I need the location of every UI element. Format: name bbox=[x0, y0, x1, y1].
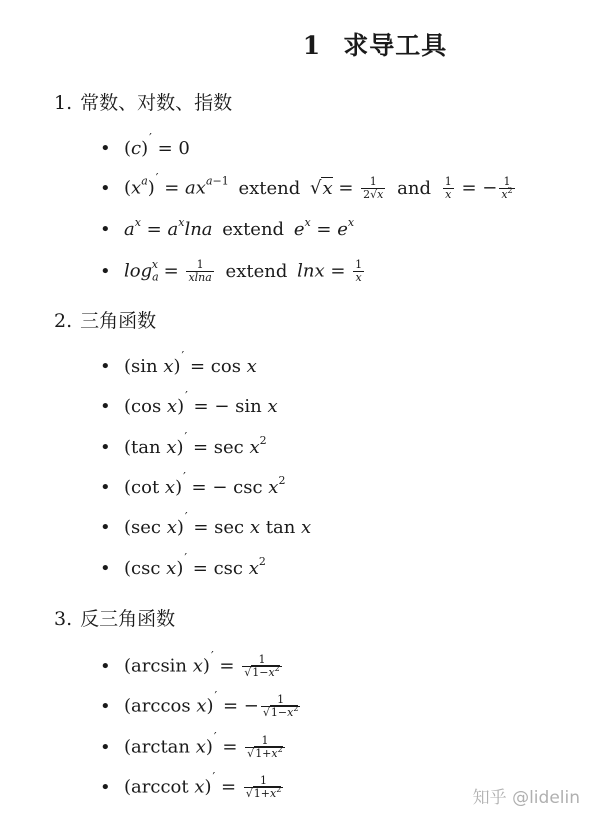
formula-cot: • (cot x)′ = − $\csc x^2$ bbox=[100, 470, 286, 498]
fraction: $\frac{1}{√1-x^2}$ bbox=[262, 693, 299, 719]
word-extend: extend bbox=[238, 177, 301, 199]
fraction: $\frac{1}{2√x}$ bbox=[363, 175, 384, 201]
formula-arctan: • (arctan x)′ = $\frac{1}{√1+x^2}$ bbox=[100, 729, 283, 760]
formula-arcsin: • (arcsin x)′ = $\frac{1}{√1-x^2}$ bbox=[100, 648, 280, 679]
section-heading-1: 1. 常数、对数、指数 bbox=[54, 92, 233, 114]
word-and: and bbox=[397, 177, 431, 199]
fraction: $\frac{1}{√1-x^2}$ bbox=[244, 653, 280, 679]
section-heading-3: 3. 反三角函数 bbox=[54, 608, 176, 630]
bullet-icon: • bbox=[100, 695, 111, 717]
fraction: $\frac{1}{√1+x^2}$ bbox=[245, 774, 282, 800]
bullet-icon: • bbox=[100, 517, 111, 538]
watermark: 知乎 @lidelin bbox=[472, 788, 580, 808]
bullet-icon: • bbox=[100, 558, 111, 579]
formula-arccos: • (arccos x)′ = − $\frac{1}{√1-x^2}$ bbox=[100, 688, 299, 719]
formula-exponential: • $a^x = a^x\ln a$ extend $e^x = e^x$ bbox=[100, 216, 355, 240]
formula-sin: • (sin x)′ = cos x bbox=[100, 349, 257, 377]
word-extend: extend bbox=[222, 219, 285, 240]
bullet-icon: • bbox=[100, 437, 111, 458]
fraction: $\frac{1}{xlna}$ bbox=[188, 258, 212, 284]
bullet-icon: • bbox=[100, 736, 111, 758]
bullet-icon: • bbox=[100, 776, 111, 798]
page-title bbox=[0, 26, 600, 62]
bullet-icon: • bbox=[100, 396, 111, 417]
fraction: $\frac{1}{x}$ bbox=[355, 258, 363, 284]
formula-csc: • (csc $x)' = \csc x^2$ bbox=[100, 551, 266, 579]
title-number: 1 bbox=[302, 31, 322, 60]
bullet-icon: • bbox=[100, 356, 111, 377]
formula-power: • $(x^a)' = ax^{a-1}$ extend √x = $\frac{1}{2√x}$ and $\frac{1}{x}$ = − $\frac{1}{x^2}$ bbox=[100, 170, 513, 201]
section-heading-2: 2. 三角函数 bbox=[54, 310, 157, 332]
formula-sec: • (sec x)′ = sec x tan x bbox=[100, 510, 312, 538]
bullet-icon: • bbox=[100, 138, 111, 159]
bullet-icon: • bbox=[100, 260, 111, 282]
title-text: 求导工具 bbox=[343, 31, 448, 60]
formula-cos: • (cos x)′ = − sin x bbox=[100, 389, 278, 417]
formula-logarithm: • $\log_a^x$ = $\frac{1}{xlna}$ extend lnx = $\frac{1}{x}$ bbox=[100, 257, 363, 284]
bullet-icon: • bbox=[100, 219, 111, 240]
fraction: $\frac{1}{√1+x^2}$ bbox=[247, 734, 283, 760]
bullet-icon: • bbox=[100, 177, 111, 199]
word-extend: extend bbox=[225, 260, 288, 282]
formula-tan: • (tan $x)' = \sec x^2$ bbox=[100, 430, 267, 458]
bullet-icon: • bbox=[100, 655, 111, 677]
formula-constant: • (c)′ = 0 bbox=[100, 131, 190, 159]
fraction: $\frac{1}{x}$ bbox=[444, 175, 452, 201]
bullet-icon: • bbox=[100, 477, 111, 498]
fraction: $\frac{1}{x^2}$ bbox=[501, 175, 513, 201]
formula-arccot: • (arccot x)′ = $\frac{1}{√1+x^2}$ bbox=[100, 769, 282, 800]
